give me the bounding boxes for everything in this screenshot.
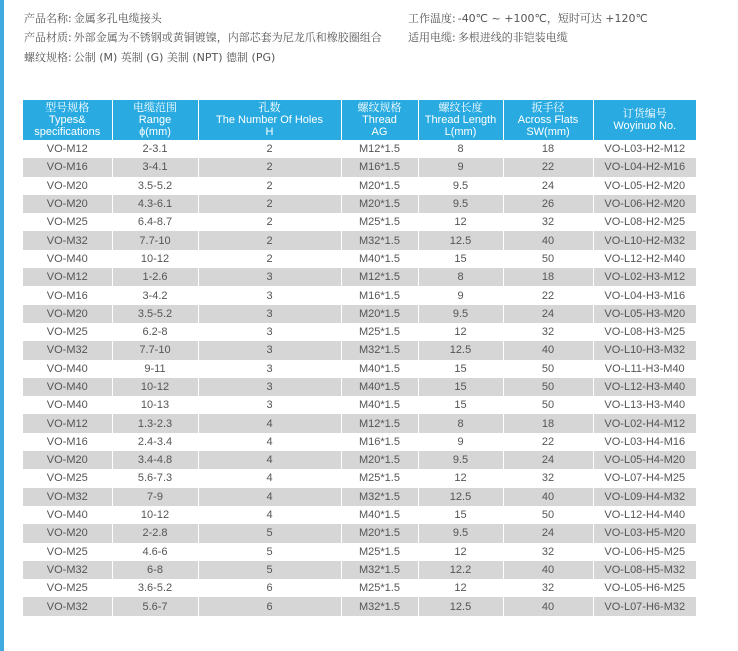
table-cell-col-thread-length: 9 <box>418 433 503 451</box>
table-cell-col-thread-length: 12.5 <box>418 341 503 359</box>
table-cell-col-thread: M32*1.5 <box>341 561 418 579</box>
table-cell-col-thread: M12*1.5 <box>341 414 418 432</box>
spec-value: 外部金属为不锈钢或黄铜镀镍，内部芯套为尼龙爪和橡胶圈组合 <box>73 31 382 44</box>
header-line: AG <box>371 126 388 138</box>
table-cell-col-across-flats: 32 <box>503 579 593 597</box>
table-cell-col-thread: M16*1.5 <box>341 286 418 304</box>
table-row <box>23 195 696 213</box>
table-cell-col-holes: 2 <box>198 250 341 268</box>
header-line: ϕ(mm) <box>139 126 171 138</box>
header-line: 电缆范围 <box>133 102 177 114</box>
table-cell-col-holes: 5 <box>198 524 341 542</box>
table-cell-col-order-no: VO-L08-H5-M32 <box>593 561 696 579</box>
table-cell-col-holes: 6 <box>198 579 341 597</box>
table-cell-col-thread-length: 9.5 <box>418 524 503 542</box>
table-cell-col-thread: M25*1.5 <box>341 213 418 231</box>
col-range-header <box>112 100 198 140</box>
table-cell-col-type-spec: VO-M40 <box>23 378 112 396</box>
table-cell-col-range: 10-13 <box>112 396 198 414</box>
table-cell-col-thread: M20*1.5 <box>341 524 418 542</box>
header-line: H <box>265 126 274 138</box>
table-cell-col-thread-length: 9.5 <box>418 305 503 323</box>
table-row <box>23 305 696 323</box>
table-cell-col-across-flats: 40 <box>503 597 593 615</box>
table-row <box>23 158 696 176</box>
table-cell-col-holes: 4 <box>198 414 341 432</box>
table-cell-col-order-no: VO-L12-H4-M40 <box>593 506 696 524</box>
col-thread-length-header <box>418 100 503 140</box>
table-row <box>23 433 696 451</box>
table-cell-col-order-no: VO-L13-H3-M40 <box>593 396 696 414</box>
table-cell-col-thread-length: 8 <box>418 414 503 432</box>
table-cell-col-thread: M40*1.5 <box>341 360 418 378</box>
table-cell-col-across-flats: 24 <box>503 451 593 469</box>
table-cell-col-thread-length: 12.5 <box>418 231 503 249</box>
table-cell-col-type-spec: VO-M32 <box>23 231 112 249</box>
table-cell-col-order-no: VO-L02-H3-M12 <box>593 268 696 286</box>
table-cell-col-type-spec: VO-M12 <box>23 140 112 158</box>
table-cell-col-holes: 5 <box>198 543 341 561</box>
table-cell-col-holes: 2 <box>198 140 341 158</box>
left-accent-rule <box>0 0 4 651</box>
table-cell-col-range: 3-4.1 <box>112 158 198 176</box>
table-cell-col-order-no: VO-L06-H5-M25 <box>593 543 696 561</box>
table-cell-col-range: 2.4-3.4 <box>112 433 198 451</box>
spec-label: 螺纹规格: <box>24 51 72 64</box>
table-cell-col-thread-length: 9 <box>418 158 503 176</box>
header-line: 螺纹规格 <box>357 102 402 114</box>
table-cell-col-across-flats: 32 <box>503 213 593 231</box>
table-cell-col-order-no: VO-L03-H5-M20 <box>593 524 696 542</box>
spec-value: -40℃ ~ +100℃，短时可达 +120℃ <box>457 12 648 25</box>
table-cell-col-type-spec: VO-M20 <box>23 305 112 323</box>
table-row <box>23 414 696 432</box>
table-cell-col-type-spec: VO-M20 <box>23 177 112 195</box>
table-cell-col-holes: 3 <box>198 341 341 359</box>
table-row <box>23 286 696 304</box>
header-line: 扳手径 <box>531 102 565 114</box>
col-thread-header <box>341 100 418 140</box>
table-cell-col-range: 3-4.2 <box>112 286 198 304</box>
table-cell-col-order-no: VO-L05-H2-M20 <box>593 177 696 195</box>
table-cell-col-range: 1-2.6 <box>112 268 198 286</box>
table-cell-col-thread: M20*1.5 <box>341 451 418 469</box>
table-cell-col-order-no: VO-L10-H3-M32 <box>593 341 696 359</box>
table-cell-col-holes: 3 <box>198 360 341 378</box>
table-cell-col-type-spec: VO-M12 <box>23 268 112 286</box>
table-row <box>23 488 696 506</box>
table-cell-col-thread: M40*1.5 <box>341 250 418 268</box>
table-cell-col-order-no: VO-L05-H6-M25 <box>593 579 696 597</box>
table-cell-col-type-spec: VO-M40 <box>23 396 112 414</box>
table-cell-col-holes: 3 <box>198 396 341 414</box>
table-cell-col-across-flats: 26 <box>503 195 593 213</box>
table-cell-col-order-no: VO-L06-H2-M20 <box>593 195 696 213</box>
table-row <box>23 597 696 615</box>
table-cell-col-type-spec: VO-M16 <box>23 433 112 451</box>
table-cell-col-thread-length: 12 <box>418 469 503 487</box>
table-cell-col-thread-length: 12.5 <box>418 488 503 506</box>
table-cell-col-holes: 3 <box>198 378 341 396</box>
header-line: Across Flats <box>517 114 579 126</box>
table-cell-col-range: 10-12 <box>112 378 198 396</box>
table-cell-col-thread: M32*1.5 <box>341 597 418 615</box>
table-cell-col-order-no: VO-L05-H3-M20 <box>593 305 696 323</box>
table-cell-col-type-spec: VO-M25 <box>23 323 112 341</box>
table-cell-col-across-flats: 22 <box>503 433 593 451</box>
table-cell-col-order-no: VO-L12-H2-M40 <box>593 250 696 268</box>
table-cell-col-across-flats: 32 <box>503 469 593 487</box>
table-cell-col-type-spec: VO-M32 <box>23 561 112 579</box>
header-line: SW(mm) <box>526 126 570 138</box>
spec-value: 多根进线的非铠装电缆 <box>457 31 568 44</box>
table-cell-col-thread: M12*1.5 <box>341 140 418 158</box>
table-cell-col-type-spec: VO-M25 <box>23 213 112 231</box>
table-cell-col-range: 4.6-6 <box>112 543 198 561</box>
table-cell-col-across-flats: 50 <box>503 506 593 524</box>
table-cell-col-range: 10-12 <box>112 506 198 524</box>
table-cell-col-range: 2-3.1 <box>112 140 198 158</box>
col-type-spec-header <box>23 100 112 140</box>
spec-value: 公制 (M) 英制 (G) 美制 (NPT) 德制 (PG) <box>73 51 276 64</box>
table-cell-col-range: 7-9 <box>112 488 198 506</box>
table-cell-col-thread: M20*1.5 <box>341 305 418 323</box>
table-cell-col-type-spec: VO-M25 <box>23 469 112 487</box>
table-cell-col-holes: 4 <box>198 469 341 487</box>
table-cell-col-thread-length: 9.5 <box>418 177 503 195</box>
table-cell-col-order-no: VO-L07-H4-M25 <box>593 469 696 487</box>
table-cell-col-type-spec: VO-M32 <box>23 488 112 506</box>
table-cell-col-order-no: VO-L10-H2-M32 <box>593 231 696 249</box>
table-cell-col-range: 4.3-6.1 <box>112 195 198 213</box>
table-cell-col-thread: M32*1.5 <box>341 231 418 249</box>
table-row <box>23 396 696 414</box>
table-cell-col-holes: 4 <box>198 488 341 506</box>
table-cell-col-holes: 2 <box>198 213 341 231</box>
table-cell-col-thread: M12*1.5 <box>341 268 418 286</box>
table-cell-col-thread: M25*1.5 <box>341 469 418 487</box>
table-cell-col-thread: M25*1.5 <box>341 323 418 341</box>
header-line: 型号规格 <box>45 102 90 114</box>
table-cell-col-range: 7.7-10 <box>112 231 198 249</box>
spec-label: 产品材质: <box>24 31 72 44</box>
header-line: Thread Length <box>424 114 497 126</box>
table-cell-col-thread: M20*1.5 <box>341 195 418 213</box>
table-cell-col-holes: 2 <box>198 177 341 195</box>
table-cell-col-type-spec: VO-M32 <box>23 597 112 615</box>
table-cell-col-holes: 4 <box>198 433 341 451</box>
spec-label: 工作温度: <box>408 12 456 25</box>
table-cell-col-thread: M32*1.5 <box>341 488 418 506</box>
table-cell-col-across-flats: 50 <box>503 250 593 268</box>
col-holes-header <box>198 100 341 140</box>
table-cell-col-thread: M40*1.5 <box>341 396 418 414</box>
table-cell-col-range: 6-8 <box>112 561 198 579</box>
table-cell-col-order-no: VO-L04-H3-M16 <box>593 286 696 304</box>
header-line: specifications <box>34 126 101 138</box>
table-cell-col-thread: M40*1.5 <box>341 378 418 396</box>
header-line: Types& <box>48 114 86 126</box>
table-cell-col-thread: M20*1.5 <box>341 177 418 195</box>
table-cell-col-holes: 2 <box>198 195 341 213</box>
table-cell-col-order-no: VO-L03-H2-M12 <box>593 140 696 158</box>
table-cell-col-range: 3.6-5.2 <box>112 579 198 597</box>
table-row <box>23 341 696 359</box>
table-row <box>23 177 696 195</box>
table-cell-col-range: 9-11 <box>112 360 198 378</box>
table-cell-col-range: 3.5-5.2 <box>112 177 198 195</box>
table-cell-col-holes: 6 <box>198 597 341 615</box>
col-across-flats-header <box>503 100 593 140</box>
table-row <box>23 543 696 561</box>
table-cell-col-holes: 5 <box>198 561 341 579</box>
table-cell-col-thread-length: 12 <box>418 579 503 597</box>
table-row <box>23 378 696 396</box>
table-cell-col-thread: M25*1.5 <box>341 579 418 597</box>
header-line: Range <box>138 114 172 126</box>
table-cell-col-thread-length: 12 <box>418 543 503 561</box>
spec-material <box>24 31 382 45</box>
spec-value: 金属多孔电缆接头 <box>73 12 162 25</box>
table-row <box>23 469 696 487</box>
table-cell-col-type-spec: VO-M40 <box>23 506 112 524</box>
table-cell-col-across-flats: 32 <box>503 543 593 561</box>
table-cell-col-type-spec: VO-M16 <box>23 158 112 176</box>
table-cell-col-range: 7.7-10 <box>112 341 198 359</box>
table-cell-col-type-spec: VO-M12 <box>23 414 112 432</box>
table-cell-col-thread-length: 15 <box>418 396 503 414</box>
table-cell-col-thread: M25*1.5 <box>341 543 418 561</box>
table-cell-col-type-spec: VO-M20 <box>23 524 112 542</box>
table-cell-col-order-no: VO-L08-H2-M25 <box>593 213 696 231</box>
table-cell-col-range: 5.6-7.3 <box>112 469 198 487</box>
header-line: 订货编号 <box>622 108 667 120</box>
header-line: 螺纹长度 <box>438 102 483 114</box>
table-cell-col-thread-length: 12 <box>418 213 503 231</box>
table-cell-col-range: 6.2-8 <box>112 323 198 341</box>
table-row <box>23 524 696 542</box>
table-cell-col-order-no: VO-L07-H6-M32 <box>593 597 696 615</box>
table-header-row <box>23 100 696 140</box>
table-body <box>23 140 696 616</box>
header-line: Woyinuo No. <box>613 120 677 132</box>
table-header <box>23 100 696 140</box>
header-line: L(mm) <box>444 126 477 138</box>
spec-label: 产品名称: <box>24 12 72 25</box>
table-cell-col-type-spec: VO-M20 <box>23 451 112 469</box>
header-line: Thread <box>362 114 397 126</box>
table-cell-col-thread-length: 8 <box>418 268 503 286</box>
col-order-no-header <box>593 100 696 140</box>
table-cell-col-holes: 4 <box>198 451 341 469</box>
table-cell-col-thread-length: 12.2 <box>418 561 503 579</box>
table-cell-col-range: 10-12 <box>112 250 198 268</box>
table-row <box>23 506 696 524</box>
table-cell-col-type-spec: VO-M25 <box>23 543 112 561</box>
spec-label: 适用电缆: <box>408 31 456 44</box>
table-cell-col-holes: 3 <box>198 286 341 304</box>
table-cell-col-type-spec: VO-M32 <box>23 341 112 359</box>
table-row <box>23 231 696 249</box>
table-cell-col-holes: 4 <box>198 506 341 524</box>
table-cell-col-across-flats: 18 <box>503 414 593 432</box>
table-cell-col-type-spec: VO-M25 <box>23 579 112 597</box>
table-cell-col-across-flats: 40 <box>503 231 593 249</box>
table-cell-col-thread-length: 15 <box>418 360 503 378</box>
table-row <box>23 323 696 341</box>
table-cell-col-thread-length: 15 <box>418 506 503 524</box>
table-cell-col-thread-length: 15 <box>418 250 503 268</box>
table-cell-col-across-flats: 40 <box>503 341 593 359</box>
table-cell-col-order-no: VO-L08-H3-M25 <box>593 323 696 341</box>
table-cell-col-across-flats: 40 <box>503 561 593 579</box>
table-row <box>23 451 696 469</box>
table-cell-col-thread-length: 12 <box>418 323 503 341</box>
table-cell-col-type-spec: VO-M40 <box>23 250 112 268</box>
table-cell-col-order-no: VO-L03-H4-M16 <box>593 433 696 451</box>
table-row <box>23 213 696 231</box>
table-cell-col-across-flats: 24 <box>503 524 593 542</box>
table-cell-col-thread-length: 9.5 <box>418 195 503 213</box>
table-cell-col-holes: 2 <box>198 158 341 176</box>
table-cell-col-thread-length: 9 <box>418 286 503 304</box>
table-cell-col-thread: M40*1.5 <box>341 506 418 524</box>
table-cell-col-thread: M16*1.5 <box>341 158 418 176</box>
table-row <box>23 250 696 268</box>
table-cell-col-range: 5.6-7 <box>112 597 198 615</box>
table-row <box>23 268 696 286</box>
table-cell-col-thread-length: 8 <box>418 140 503 158</box>
table-row <box>23 579 696 597</box>
table-cell-col-across-flats: 50 <box>503 360 593 378</box>
table-cell-col-holes: 2 <box>198 231 341 249</box>
table-row <box>23 561 696 579</box>
table-cell-col-type-spec: VO-M16 <box>23 286 112 304</box>
table-cell-col-range: 1.3-2.3 <box>112 414 198 432</box>
table-cell-col-thread-length: 12.5 <box>418 597 503 615</box>
spec-thread <box>24 51 275 65</box>
spec-product-name <box>24 12 162 26</box>
table-cell-col-across-flats: 24 <box>503 305 593 323</box>
spec-temperature <box>408 12 648 26</box>
table-cell-col-range: 3.4-4.8 <box>112 451 198 469</box>
table-cell-col-thread-length: 15 <box>418 378 503 396</box>
table-cell-col-across-flats: 50 <box>503 396 593 414</box>
table-cell-col-across-flats: 24 <box>503 177 593 195</box>
table-row <box>23 360 696 378</box>
header-line: 孔数 <box>258 102 281 114</box>
table-cell-col-holes: 3 <box>198 305 341 323</box>
table-cell-col-range: 3.5-5.2 <box>112 305 198 323</box>
table-cell-col-order-no: VO-L05-H4-M20 <box>593 451 696 469</box>
table-cell-col-across-flats: 32 <box>503 323 593 341</box>
spec-cable <box>408 31 568 45</box>
table-cell-col-across-flats: 18 <box>503 140 593 158</box>
spec-table <box>23 100 696 616</box>
header-line: The Number Of Holes <box>216 114 323 126</box>
table-cell-col-order-no: VO-L02-H4-M12 <box>593 414 696 432</box>
table-row <box>23 140 696 158</box>
table-cell-col-order-no: VO-L09-H4-M32 <box>593 488 696 506</box>
table-cell-col-range: 6.4-8.7 <box>112 213 198 231</box>
table-cell-col-thread-length: 9.5 <box>418 451 503 469</box>
table-cell-col-order-no: VO-L04-H2-M16 <box>593 158 696 176</box>
table-cell-col-holes: 3 <box>198 268 341 286</box>
table-cell-col-type-spec: VO-M40 <box>23 360 112 378</box>
table-cell-col-holes: 3 <box>198 323 341 341</box>
table-cell-col-across-flats: 40 <box>503 488 593 506</box>
table-cell-col-order-no: VO-L12-H3-M40 <box>593 378 696 396</box>
table-cell-col-across-flats: 50 <box>503 378 593 396</box>
table-cell-col-type-spec: VO-M20 <box>23 195 112 213</box>
table-cell-col-range: 2-2.8 <box>112 524 198 542</box>
table-cell-col-across-flats: 22 <box>503 286 593 304</box>
table-cell-col-thread: M32*1.5 <box>341 341 418 359</box>
table-cell-col-order-no: VO-L11-H3-M40 <box>593 360 696 378</box>
table-cell-col-thread: M16*1.5 <box>341 433 418 451</box>
table-cell-col-across-flats: 18 <box>503 268 593 286</box>
table-cell-col-across-flats: 22 <box>503 158 593 176</box>
